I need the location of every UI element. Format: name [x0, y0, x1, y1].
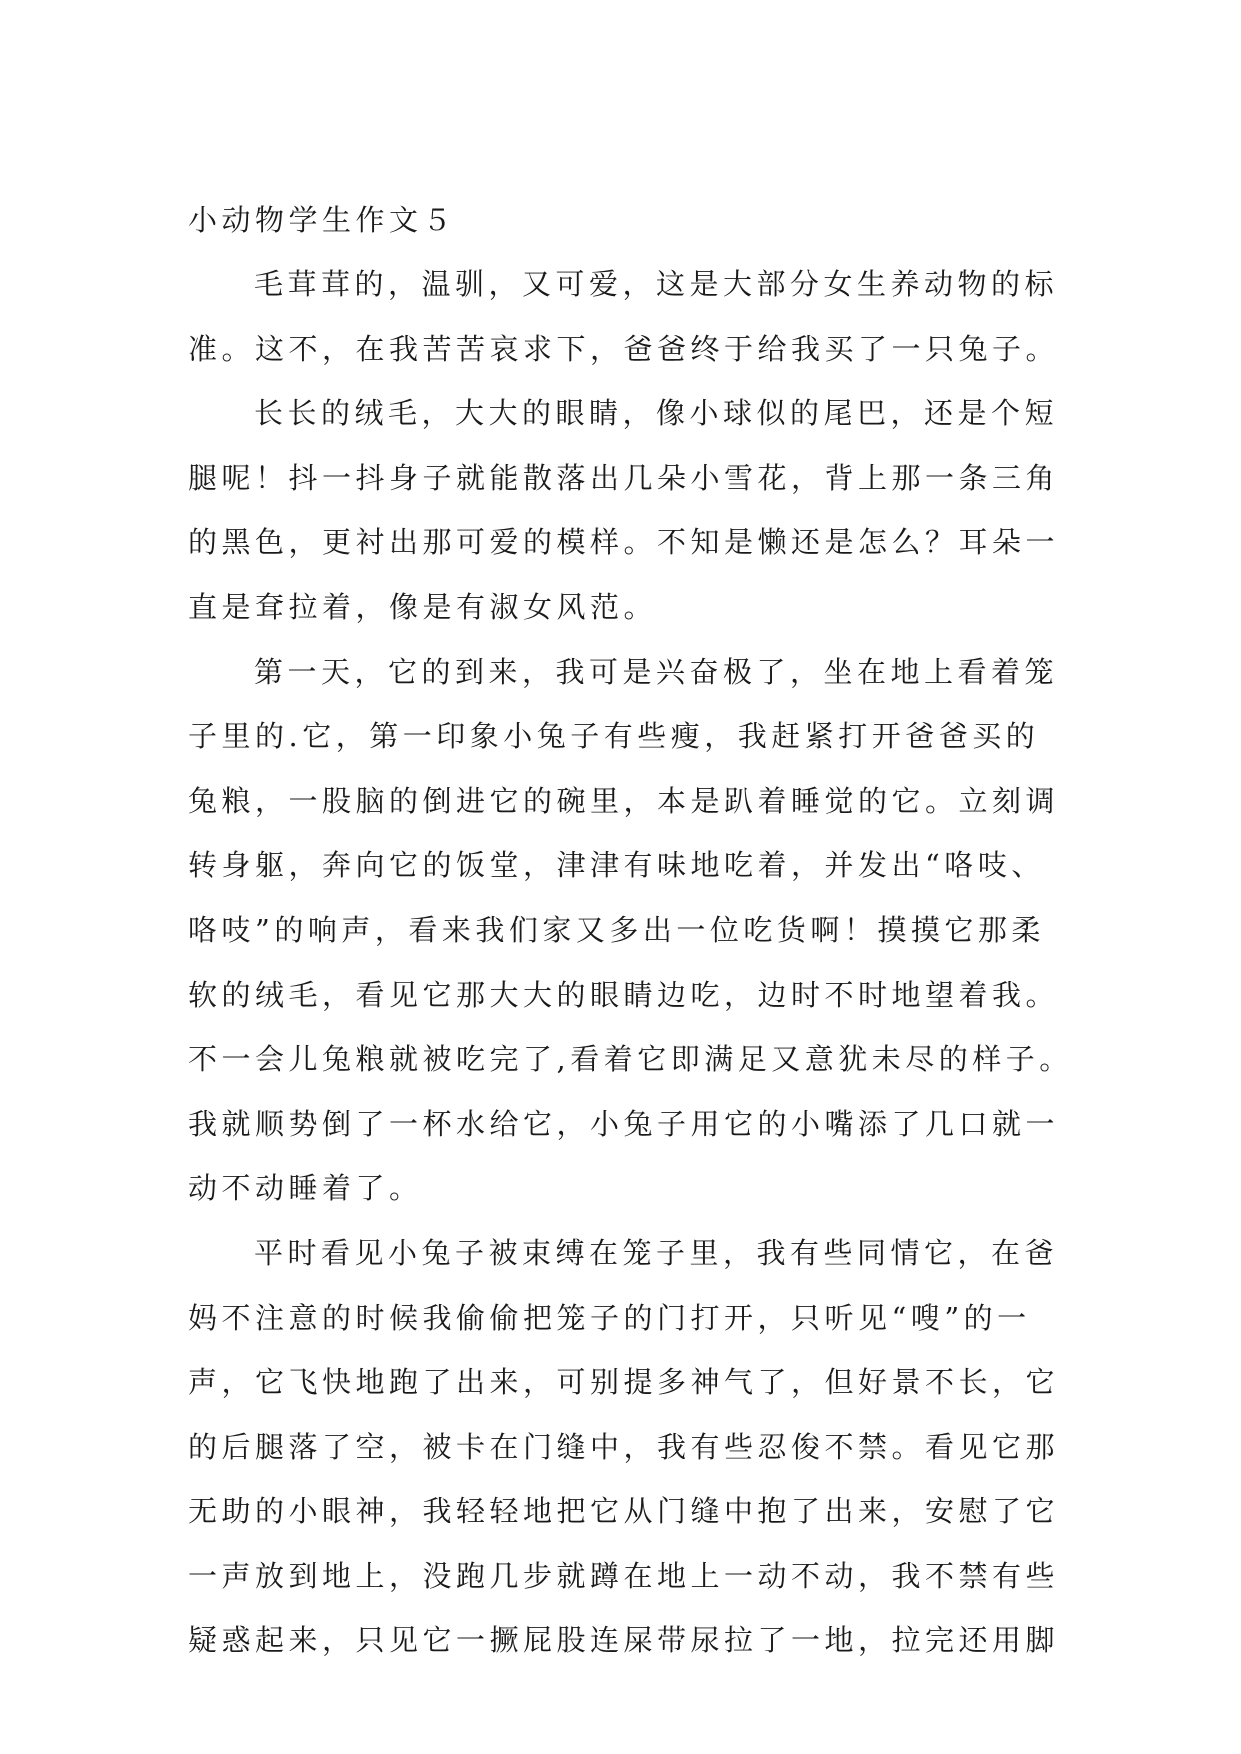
paragraph-line: 咯吱”的响声，看来我们家又多出一位吃货啊！摸摸它那柔: [188, 912, 1045, 947]
paragraph-line: 兔粮，一股脑的倒进它的碗里，本是趴着睡觉的它。立刻调: [188, 783, 1060, 818]
paragraph-first-line: 毛茸茸的，温驯，又可爱，这是大部分女生养动物的标: [254, 267, 1059, 301]
paragraph-line: 直是耷拉着，像是有淑女风范。: [188, 589, 658, 624]
essay-title: 小动物学生作文５: [188, 203, 457, 237]
paragraph-first-line: 长长的绒毛，大大的眼睛，像小球似的尾巴，还是个短: [254, 396, 1059, 431]
paragraph-line: 软的绒毛，看见它那大大的眼睛边吃，边时不时地望着我。: [188, 977, 1060, 1012]
paragraph-line: 声，它飞快地跑了出来，可别提多神气了，但好景不长，它: [188, 1365, 1060, 1400]
paragraph-first-line: 第一天，它的到来，我可是兴奋极了，坐在地上看着笼: [254, 654, 1059, 689]
paragraph-line: 妈不注意的时候我偷偷把笼子的门打开，只听见“嗖”的一: [188, 1300, 1031, 1335]
paragraph-line: 我就顺势倒了一杯水给它，小兔子用它的小嘴添了几口就一: [188, 1106, 1060, 1141]
paragraph-line: 腿呢！抖一抖身子就能散落出几朵小雪花，背上那一条三角: [188, 460, 1060, 495]
paragraph-line: 转身躯，奔向它的饭堂，津津有味地吃着，并发出“咯吱、: [188, 848, 1045, 883]
paragraph-line: 的黑色，更衬出那可爱的模样。不知是懒还是怎么？耳朵一: [188, 525, 1060, 560]
paragraph-line: 一声放到地上，没跑几步就蹲在地上一动不动，我不禁有些: [188, 1558, 1060, 1593]
paragraph-line: 准。这不，在我苦苦哀求下，爸爸终于给我买了一只兔子。: [188, 331, 1060, 366]
paragraph-line: 的后腿落了空，被卡在门缝中，我有些忍俊不禁。看见它那: [188, 1429, 1060, 1464]
paragraph-line: 子里的.它，第一印象小兔子有些瘦，我赶紧打开爸爸买的: [188, 719, 1040, 754]
paragraph-first-line: 平时看见小兔子被束缚在笼子里，我有些同情它，在爸: [254, 1235, 1059, 1270]
paragraph-line: 疑惑起来，只见它一撅屁股连屎带尿拉了一地，拉完还用脚: [188, 1623, 1060, 1658]
paragraph-line: 动不动睡着了。: [188, 1171, 423, 1206]
paragraph-line: 不一会儿兔粮就被吃完了,看着它即满足又意犹未尽的样子。: [188, 1042, 1073, 1077]
essay-body: [188, 188, 1073, 1673]
paragraph-line: 无助的小眼神，我轻轻地把它从门缝中抱了出来，安慰了它: [188, 1494, 1060, 1529]
